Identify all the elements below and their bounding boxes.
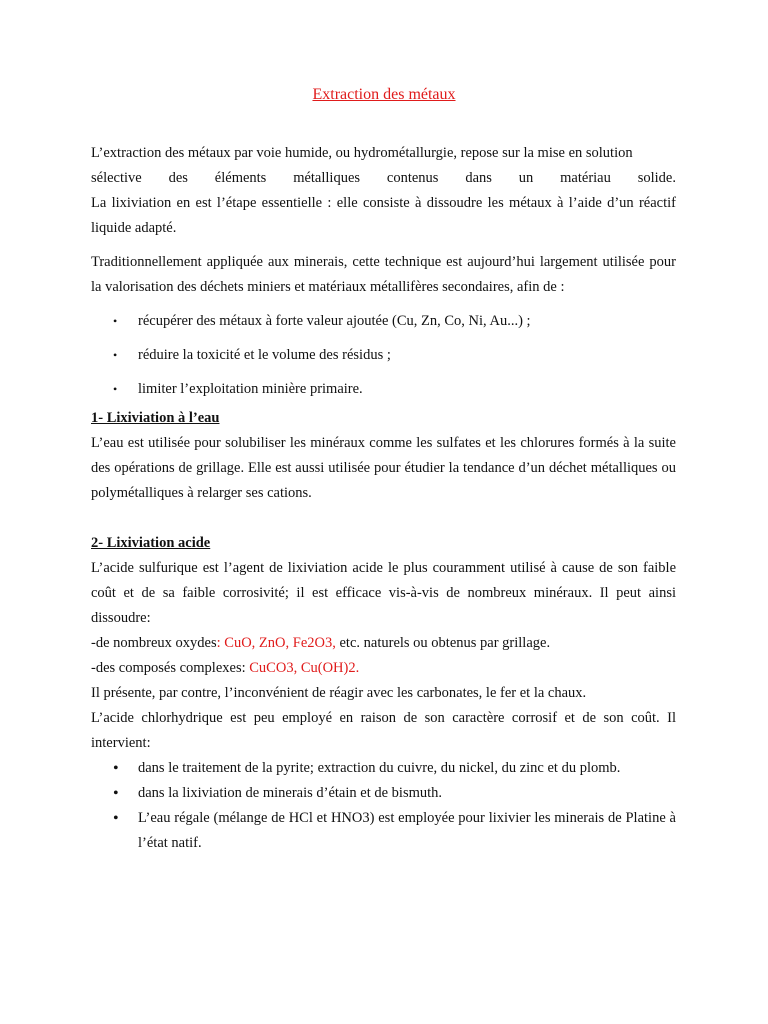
list-item <box>91 756 676 781</box>
section-heading-acide: 2- Lixiviation acide <box>91 535 211 551</box>
bullet-icon: • <box>113 348 118 362</box>
section-heading-eau: 1- Lixiviation à l’eau <box>91 410 220 426</box>
applications-list <box>91 756 676 856</box>
oxydes-line <box>91 631 676 656</box>
list-item <box>91 309 676 334</box>
section-text-acide: L’acide sulfurique est l’agent de lixiviation acide le plus couramment utilisé à cause de son faible coût et de sa faible corrosivité; il est efficace vis-à-vis de nombreux minéraux. Il peut ainsi dissoudre: <box>91 560 676 626</box>
complexes-formulas: CuCO3, Cu(OH)2. <box>249 660 360 676</box>
list-item-text: limiter l’exploitation minière primaire. <box>138 381 363 397</box>
intro-paragraph <box>91 141 676 241</box>
paragraph-valorisation: Traditionnellement appliquée aux minerais, cette technique est aujourd’hui largement utilisée pour la valorisation des déchets miniers et matériaux métallifères secondaires, afin de : <box>91 254 676 295</box>
intro-line-3: La lixiviation en est l’étape essentielle : elle consiste à dissoudre les métaux à l’aide d’un réactif liquide adapté. <box>91 195 676 236</box>
bullet-icon: • <box>113 314 118 328</box>
complexes-prefix: -des composés complexes: <box>91 660 250 676</box>
page-title: Extraction des métaux <box>312 86 456 103</box>
objectives-list <box>91 309 676 402</box>
section-text-eau: L’eau est utilisée pour solubiliser les minéraux comme les sulfates et les chlorures formés à la suite des opérations de grillage. Elle est aussi utilisée pour étudier la tendance d’un déchet métalliques ou polymétalliques à relarger ses cations. <box>91 435 676 501</box>
oxydes-suffix: etc. naturels ou obtenus par grillage. <box>335 635 551 651</box>
bullet-icon: • <box>113 785 119 802</box>
acide-chlorhydrique-paragraph: L’acide chlorhydrique est peu employé en raison de son caractère corrosif et de son coût. Il intervient: <box>91 710 676 751</box>
list-item-text: L’eau régale (mélange de HCl et HNO3) est employée pour lixivier les minerais de Platine à l’état natif. <box>138 810 676 851</box>
list-item-text: récupérer des métaux à forte valeur ajoutée (Cu, Zn, Co, Ni, Au...) ; <box>138 313 531 329</box>
intro-line-2: sélective des éléments métalliques contenus dans un matériau solide. <box>91 170 676 186</box>
oxydes-prefix: -de nombreux oxydes <box>91 635 217 651</box>
list-item <box>91 377 676 402</box>
list-item <box>91 343 676 368</box>
bullet-icon: • <box>113 810 119 827</box>
list-item <box>91 781 676 806</box>
list-item-text: dans la lixiviation de minerais d’étain et de bismuth. <box>138 785 443 801</box>
document-body <box>91 141 676 856</box>
oxydes-formulas: : CuO, ZnO, Fe2O3, <box>216 635 336 651</box>
list-item-text: réduire la toxicité et le volume des résidus ; <box>138 347 391 363</box>
intro-line-1: L’extraction des métaux par voie humide, ou hydrométallurgie, repose sur la mise en solution <box>91 145 633 161</box>
complexes-line <box>91 656 676 681</box>
inconvenient-line: Il présente, par contre, l’inconvénient de réagir avec les carbonates, le fer et la chaux. <box>91 685 587 701</box>
list-item <box>91 806 676 856</box>
list-item-text: dans le traitement de la pyrite; extraction du cuivre, du nickel, du zinc et du plomb. <box>138 760 621 776</box>
bullet-icon: • <box>113 382 118 396</box>
bullet-icon: • <box>113 760 119 777</box>
